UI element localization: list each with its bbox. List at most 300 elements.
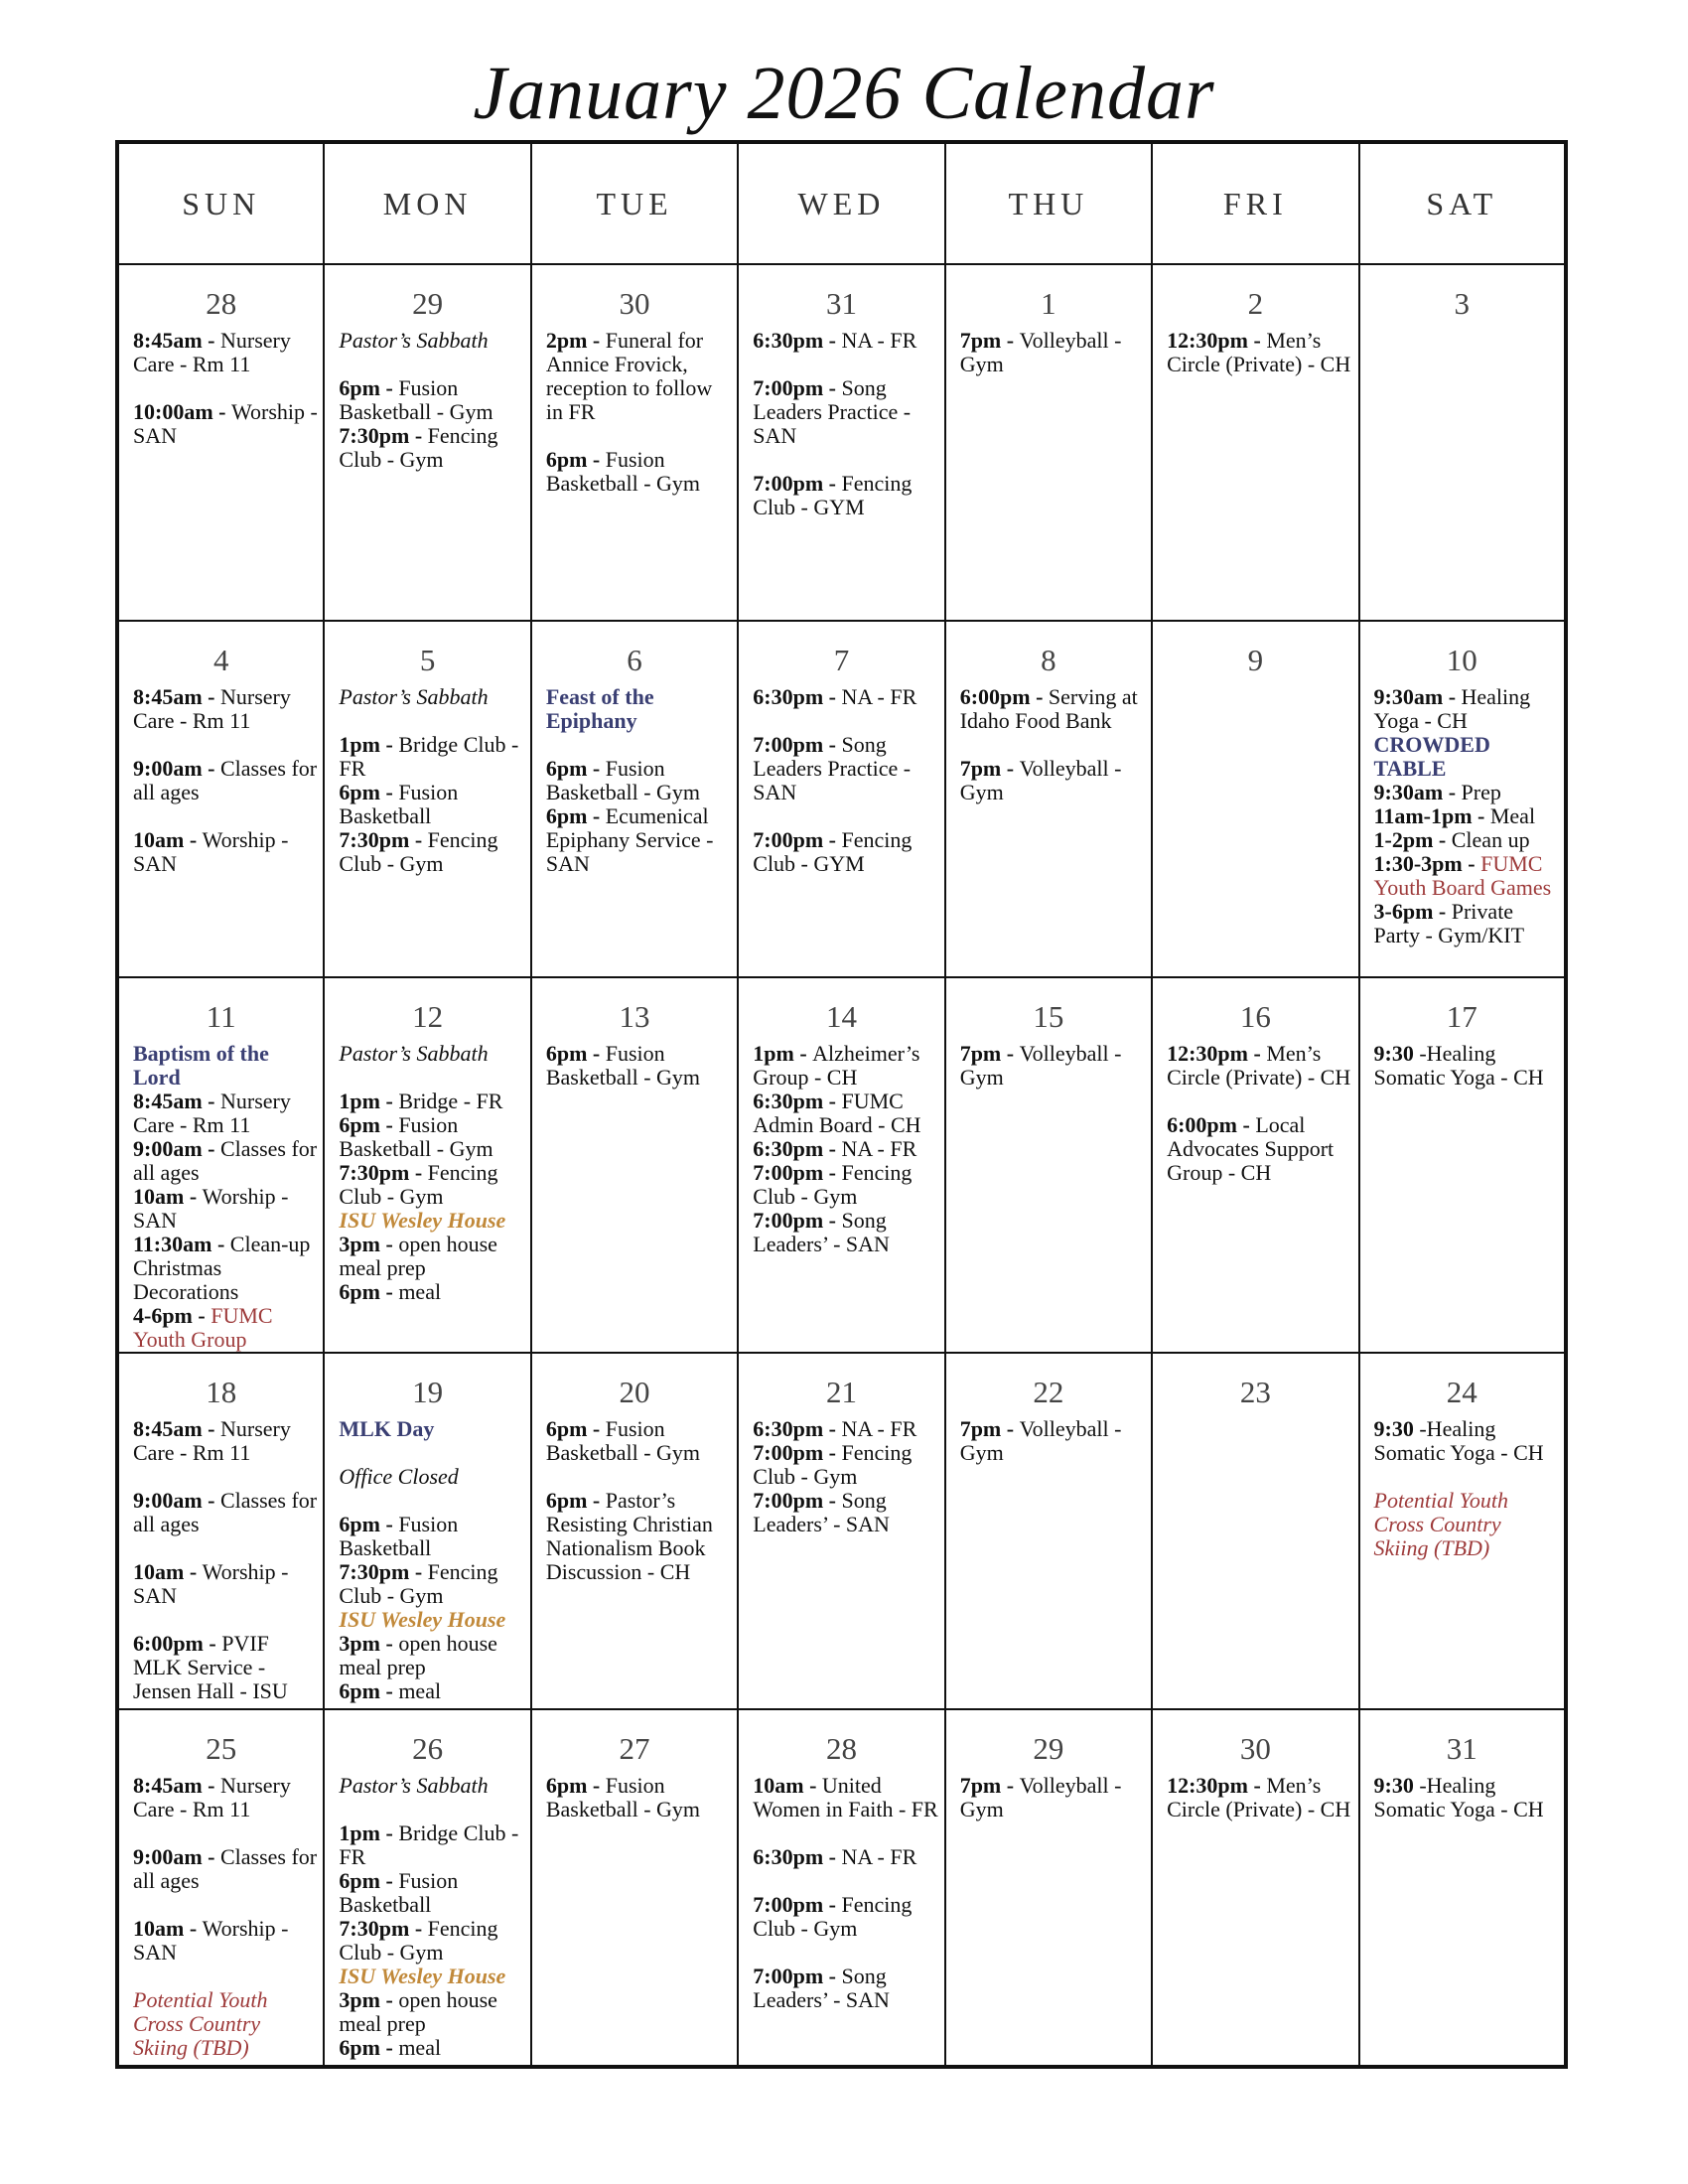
event-list (325, 1774, 529, 2060)
event-time: 7pm (959, 1773, 1002, 1798)
day-cell (738, 1353, 944, 1709)
day-number: 7 (833, 643, 850, 677)
event-time: 6:00pm (1167, 1112, 1237, 1137)
day-number: 14 (825, 999, 857, 1034)
event-text: Fusion Basketball - Gym (545, 1416, 701, 1465)
event-list (532, 1042, 737, 1090)
weekday-header: FRI (1152, 142, 1358, 264)
event-time: 8:45am (133, 328, 203, 353)
event-text: Alzheimer’s Group - CH (753, 1041, 920, 1090)
event-spacer (1374, 1465, 1560, 1489)
calendar-event: 3pm - open house meal prep (339, 1987, 497, 2036)
calendar-event: 6pm - meal (339, 1678, 442, 1703)
event-time: 6pm (339, 1678, 380, 1703)
event-text: Worship - SAN (133, 1184, 289, 1233)
day-number: 28 (206, 286, 237, 321)
day-cell (531, 264, 738, 621)
calendar-event: 9:30am - Prep (1373, 780, 1501, 804)
calendar-event: 1pm - Bridge - FR (339, 1089, 503, 1113)
day-cell (117, 977, 324, 1353)
event-list (1360, 1042, 1564, 1090)
event-text: Pastor’s Sabbath (339, 1773, 489, 1798)
event-time: 7:00pm (753, 1488, 824, 1513)
event-list (946, 1774, 1151, 1821)
calendar-event: 6pm - meal (339, 2035, 442, 2060)
calendar-event: 7:00pm - Fencing Club - GYM (753, 471, 913, 519)
calendar-event: 6:00pm - Local Advocates Support Group - CH (1167, 1112, 1335, 1185)
event-text: Volleyball - Gym (959, 756, 1122, 804)
event-spacer (133, 1608, 319, 1632)
event-text: -Healing Somatic Yoga - CH (1373, 1416, 1544, 1465)
event-time: 6pm (339, 1112, 380, 1137)
event-list (325, 329, 529, 472)
calendar-event (339, 1042, 525, 1066)
event-spacer (133, 1965, 319, 1988)
event-text: Funeral for Annice Frovick, reception to follow in FR (545, 328, 713, 424)
calendar-event: 7pm - Volleyball - Gym (959, 1773, 1122, 1821)
event-text: ISU Wesley House (339, 1964, 506, 1988)
day-number: 9 (1247, 643, 1264, 677)
event-time: 9:00am (133, 756, 203, 781)
event-text: open house meal prep (339, 1232, 497, 1280)
day-number: 2 (1247, 286, 1264, 321)
event-text: Volleyball - Gym (959, 1416, 1122, 1465)
event-text: United Women in Faith - FR (753, 1773, 938, 1821)
event-text: Pastor’s Sabbath (339, 328, 489, 353)
event-time: 6:30pm (753, 328, 824, 353)
event-spacer (133, 1536, 319, 1560)
event-text: Nursery Care - Rm 11 (133, 1773, 291, 1821)
calendar-event: 1pm - Bridge Club - FR (339, 732, 519, 781)
calendar-event: 1-2pm - Clean up (1373, 827, 1530, 852)
event-text: NA - FR (841, 1136, 917, 1161)
event-time: 7:30pm (339, 827, 410, 852)
event-text: NA - FR (841, 1416, 917, 1441)
calendar-event (1374, 1417, 1560, 1465)
event-time: 12:30pm (1167, 328, 1248, 353)
calendar-event: 8:45am - Nursery Care - Rm 11 (133, 1773, 291, 1821)
event-time: 7:00pm (753, 1208, 824, 1233)
event-text: Nursery Care - Rm 11 (133, 1416, 291, 1465)
event-time: 6:30pm (753, 684, 824, 709)
event-spacer (753, 1869, 939, 1893)
event-time: 6pm (545, 447, 588, 472)
event-time: 6:30pm (753, 1844, 824, 1869)
calendar-event (339, 1965, 525, 1988)
calendar-event: 6:00pm - PVIF MLK Service - Jensen Hall - ISU (133, 1631, 288, 1703)
event-text: Song Leaders’ - SAN (753, 1488, 890, 1536)
calendar-event: 9:30am - Healing Yoga - CH (1373, 684, 1531, 733)
event-time: 10am (133, 827, 185, 852)
event-text: PVIF MLK Service - Jensen Hall - ISU (133, 1631, 288, 1703)
event-text: Men’s Circle (Private) - CH (1167, 1041, 1351, 1090)
calendar-event: 6:30pm - NA - FR (753, 1416, 917, 1441)
day-cell (1359, 1709, 1566, 2067)
calendar-event: 6pm - Fusion Basketball - Gym (339, 1112, 493, 1161)
event-time: 7:00pm (753, 1892, 824, 1917)
day-number: 16 (1239, 999, 1271, 1034)
event-list (325, 1042, 529, 1304)
day-number: 23 (1239, 1375, 1271, 1409)
weekday-header: TUE (531, 142, 738, 264)
calendar-event: 12:30pm - Men’s Circle (Private) - CH (1167, 1041, 1351, 1090)
event-list (532, 329, 737, 496)
calendar-event (133, 1988, 319, 2060)
calendar-event: 7:30pm - Fencing Club - Gym (339, 1559, 498, 1608)
event-list (739, 329, 943, 519)
calendar-week-row (117, 1709, 1566, 2067)
calendar-event: 7pm - Volleyball - Gym (959, 1041, 1122, 1090)
event-text: -Healing Somatic Yoga - CH (1373, 1041, 1544, 1090)
day-number: 3 (1454, 286, 1471, 321)
day-cell (1152, 977, 1358, 1353)
calendar-event: 12:30pm - Men’s Circle (Private) - CH (1167, 1773, 1351, 1821)
event-text: Private Party - Gym/KIT (1373, 899, 1525, 947)
event-text: Fusion Basketball - Gym (339, 375, 493, 424)
calendar-event: 10am - Worship - SAN (133, 1559, 289, 1608)
weekday-header: WED (738, 142, 944, 264)
day-cell (531, 621, 738, 977)
day-cell (117, 1709, 324, 2067)
calendar-event: 6pm - Fusion Basketball (339, 780, 459, 828)
event-spacer (133, 1465, 319, 1489)
event-text: Fencing Club - GYM (753, 827, 913, 876)
calendar-event (1374, 1042, 1560, 1090)
calendar-event: 6:30pm - NA - FR (753, 684, 917, 709)
event-time: 1pm (753, 1041, 794, 1066)
calendar-event: 8:45am - Nursery Care - Rm 11 (133, 328, 291, 376)
event-time: 1:30-3pm (1373, 851, 1463, 876)
event-list (532, 685, 737, 876)
event-list (119, 1417, 323, 1703)
calendar-week-row (117, 621, 1566, 977)
event-spacer (339, 353, 525, 376)
event-text: open house meal prep (339, 1631, 497, 1679)
event-time: 3-6pm (1373, 899, 1434, 924)
event-text: Clean-up Christmas Decorations (133, 1232, 311, 1304)
event-time: 7:30pm (339, 1916, 410, 1941)
day-cell (324, 621, 530, 977)
calendar-event: 7:00pm - Song Leaders Practice - SAN (753, 375, 912, 448)
event-spacer (546, 733, 733, 757)
calendar-event: 3pm - open house meal prep (339, 1631, 497, 1679)
calendar-event (339, 685, 525, 709)
event-list (739, 685, 943, 876)
event-time: 7:00pm (753, 827, 824, 852)
calendar-event: 7:30pm - Fencing Club - Gym (339, 827, 498, 876)
calendar-event: 7:00pm - Fencing Club - Gym (753, 1892, 913, 1941)
event-text: meal (398, 1279, 442, 1304)
day-number: 30 (1239, 1731, 1271, 1766)
event-time: 7pm (959, 756, 1002, 781)
day-number: 15 (1033, 999, 1064, 1034)
event-text: Classes for all ages (133, 1488, 318, 1536)
event-time: 6pm (545, 756, 588, 781)
event-text: Nursery Care - Rm 11 (133, 328, 291, 376)
event-text: Bridge Club - FR (339, 732, 519, 781)
event-time: 4-6pm (133, 1303, 193, 1328)
event-time: 7:30pm (339, 423, 410, 448)
event-time: 6pm (545, 1416, 588, 1441)
event-list (946, 1042, 1151, 1090)
event-time: 6pm (339, 1279, 380, 1304)
day-cell (531, 1353, 738, 1709)
event-time: 1pm (339, 732, 380, 757)
calendar-event: 10am - Worship - SAN (133, 1916, 289, 1965)
calendar-week-row (117, 264, 1566, 621)
event-time: 7pm (959, 1041, 1002, 1066)
calendar-event (1374, 733, 1560, 781)
calendar-event: 9:00am - Classes for all ages (133, 756, 318, 804)
event-text: MLK Day (339, 1416, 435, 1441)
event-text: Serving at Idaho Food Bank (959, 684, 1138, 733)
event-text: Song Leaders’ - SAN (753, 1208, 890, 1256)
event-time: 6pm (545, 1488, 588, 1513)
event-text: Classes for all ages (133, 1844, 318, 1893)
calendar-event: 10:00am - Worship - SAN (133, 399, 318, 448)
event-text: Fencing Club - GYM (753, 471, 913, 519)
day-cell (324, 264, 530, 621)
event-list (119, 1774, 323, 2060)
event-time: 9:30am (1373, 684, 1444, 709)
event-time: 6pm (545, 1773, 588, 1798)
event-text: Worship - SAN (133, 399, 318, 448)
event-time: 6:30pm (753, 1416, 824, 1441)
event-text: Fusion Basketball - Gym (339, 1112, 493, 1161)
event-time: 6pm (339, 2035, 380, 2060)
event-time: 10am (133, 1916, 185, 1941)
calendar-title: January 2026 Calendar (473, 52, 1215, 135)
calendar-event: 6pm - Fusion Basketball - Gym (545, 447, 701, 496)
day-number: 11 (206, 999, 236, 1034)
calendar-event: 4-6pm - FUMC Youth Group (133, 1303, 273, 1352)
event-time: 9:30am (1373, 780, 1444, 804)
calendar-event: 7:00pm - Song Leaders’ - SAN (753, 1488, 890, 1536)
event-time: 6pm (339, 780, 380, 804)
event-text: Office Closed (339, 1464, 459, 1489)
event-text: Fusion Basketball - Gym (545, 447, 701, 496)
event-text: Prep (1461, 780, 1501, 804)
calendar-event: 6pm - Pastor’s Resisting Christian Nationalism Book Discussion - CH (545, 1488, 713, 1584)
day-cell (945, 621, 1152, 977)
event-list (1360, 1774, 1564, 1821)
event-spacer (133, 733, 319, 757)
day-number: 1 (1041, 286, 1056, 321)
day-cell (324, 977, 530, 1353)
event-list (532, 1417, 737, 1584)
day-cell (117, 264, 324, 621)
calendar-event: 9:00am - Classes for all ages (133, 1136, 318, 1185)
event-text: Fencing Club - Gym (753, 1440, 913, 1489)
calendar-event (339, 1209, 525, 1233)
calendar-event: 6pm - Fusion Basketball (339, 1512, 459, 1560)
event-text: Ecumenical Epiphany Service - SAN (545, 803, 714, 876)
event-text: open house meal prep (339, 1987, 497, 2036)
day-number: 27 (619, 1731, 650, 1766)
event-text: Fencing Club - Gym (339, 1160, 498, 1209)
day-number: 30 (619, 286, 650, 321)
event-text: Men’s Circle (Private) - CH (1167, 1773, 1351, 1821)
day-number: 22 (1033, 1375, 1064, 1409)
calendar-event: 7:30pm - Fencing Club - Gym (339, 1160, 498, 1209)
event-text: Bridge - FR (398, 1089, 503, 1113)
calendar-event: 7:30pm - Fencing Club - Gym (339, 423, 498, 472)
day-cell (945, 264, 1152, 621)
event-time: 8:45am (133, 684, 203, 709)
event-text: FUMC Youth Group (133, 1303, 273, 1352)
event-spacer (753, 448, 939, 472)
event-text: Pastor’s Resisting Christian Nationalism Book Discussion - CH (545, 1488, 713, 1584)
event-time: 12:30pm (1167, 1773, 1248, 1798)
calendar-body (117, 264, 1566, 2067)
event-time: 1pm (339, 1820, 380, 1845)
event-text: Pastor’s Sabbath (339, 684, 489, 709)
calendar-event: 6:00pm - Serving at Idaho Food Bank (959, 684, 1138, 733)
event-spacer (753, 353, 939, 376)
event-time: 6pm (545, 1041, 588, 1066)
day-cell (1152, 1353, 1358, 1709)
event-text: Worship - SAN (133, 827, 289, 876)
event-list (1153, 1774, 1357, 1821)
event-text: Volleyball - Gym (959, 1041, 1122, 1090)
event-time: 9:30 (1373, 1041, 1414, 1066)
calendar-event: 7:00pm - Fencing Club - GYM (753, 827, 913, 876)
day-cell (1359, 1353, 1566, 1709)
day-cell (738, 1709, 944, 2067)
event-spacer (753, 804, 939, 828)
event-text: Clean up (1451, 827, 1530, 852)
event-text: Classes for all ages (133, 756, 318, 804)
event-time: 11am-1pm (1373, 803, 1473, 828)
day-cell (324, 1353, 530, 1709)
event-text: Pastor’s Sabbath (339, 1041, 489, 1066)
calendar-event: 6pm - Fusion Basketball - Gym (545, 756, 701, 804)
day-number: 13 (619, 999, 650, 1034)
day-cell (324, 1709, 530, 2067)
calendar-event: 6pm - Fusion Basketball - Gym (545, 1416, 701, 1465)
event-text: Fencing Club - Gym (339, 827, 498, 876)
event-list (119, 1042, 323, 1352)
event-text: Men’s Circle (Private) - CH (1167, 328, 1351, 376)
calendar-event: 6pm - meal (339, 1279, 442, 1304)
event-spacer (1167, 1090, 1353, 1113)
day-number: 6 (627, 643, 642, 677)
event-time: 6:30pm (753, 1136, 824, 1161)
event-time: 12:30pm (1167, 1041, 1248, 1066)
day-cell (945, 977, 1152, 1353)
calendar-event: 1pm - Bridge Club - FR (339, 1820, 519, 1869)
event-text: Fencing Club - Gym (339, 1559, 498, 1608)
calendar-event: 2pm - Funeral for Annice Frovick, reception to follow in FR (545, 328, 713, 424)
event-time: 11:30am (133, 1232, 212, 1256)
calendar-event: 9:00am - Classes for all ages (133, 1488, 318, 1536)
event-text: NA - FR (841, 1844, 917, 1869)
event-list (119, 685, 323, 876)
day-number: 10 (1446, 643, 1477, 677)
day-cell (738, 977, 944, 1353)
weekday-header-row (117, 142, 1566, 264)
event-time: 7:00pm (753, 1160, 824, 1185)
event-text: Nursery Care - Rm 11 (133, 1089, 291, 1137)
weekday-header: SUN (117, 142, 324, 264)
event-spacer (339, 1489, 525, 1513)
event-spacer (960, 733, 1147, 757)
event-list (325, 685, 529, 876)
event-spacer (339, 1798, 525, 1821)
event-list (1153, 1042, 1357, 1185)
event-text: Fusion Basketball - Gym (545, 756, 701, 804)
event-time: 7:00pm (753, 1964, 824, 1988)
calendar-event: 11am-1pm - Meal (1373, 803, 1536, 828)
event-text: Song Leaders Practice - SAN (753, 732, 912, 804)
calendar-event: 8:45am - Nursery Care - Rm 11 (133, 1089, 291, 1137)
event-time: 7pm (959, 1416, 1002, 1441)
calendar-grid (115, 140, 1568, 2069)
event-text: Nursery Care - Rm 11 (133, 684, 291, 733)
event-time: 3pm (339, 1987, 380, 2012)
event-spacer (546, 1465, 733, 1489)
event-list (739, 1774, 943, 2012)
calendar-event: 6pm - Fusion Basketball - Gym (545, 1773, 701, 1821)
event-text: NA - FR (841, 684, 917, 709)
event-text: Fencing Club - Gym (339, 423, 498, 472)
day-cell (1359, 264, 1566, 621)
event-text: Worship - SAN (133, 1916, 289, 1965)
event-time: 7pm (959, 328, 1002, 353)
event-text: Volleyball - Gym (959, 1773, 1122, 1821)
event-time: 10am (753, 1773, 804, 1798)
event-time: 2pm (545, 328, 588, 353)
event-time: 9:30 (1373, 1773, 1414, 1798)
event-list (739, 1042, 943, 1256)
event-text: Fusion Basketball (339, 1868, 459, 1917)
day-number: 19 (412, 1375, 444, 1409)
event-time: 7:30pm (339, 1160, 410, 1185)
event-spacer (753, 709, 939, 733)
event-text: CROWDED TABLE (1373, 732, 1490, 781)
event-text: Fencing Club - Gym (339, 1916, 498, 1965)
calendar-event: 10am - Worship - SAN (133, 827, 289, 876)
event-text: ISU Wesley House (339, 1607, 506, 1632)
calendar-event: 11:30am - Clean-up Christmas Decorations (133, 1232, 311, 1304)
event-list (946, 1417, 1151, 1465)
day-number: 21 (825, 1375, 857, 1409)
event-text: Song Leaders’ - SAN (753, 1964, 890, 2012)
day-number: 29 (412, 286, 444, 321)
event-text: Fusion Basketball (339, 780, 459, 828)
calendar-event (1374, 1774, 1560, 1821)
calendar-event (339, 1608, 525, 1632)
event-time: 7:30pm (339, 1559, 410, 1584)
calendar-event: 7:30pm - Fencing Club - Gym (339, 1916, 498, 1965)
calendar-event: 7:00pm - Song Leaders’ - SAN (753, 1964, 890, 2012)
event-time: 6pm (339, 1512, 380, 1536)
event-time: 3pm (339, 1631, 380, 1656)
event-spacer (133, 804, 319, 828)
calendar-event: 6pm - Fusion Basketball (339, 1868, 459, 1917)
day-cell (1359, 977, 1566, 1353)
calendar-event: 1pm - Alzheimer’s Group - CH (753, 1041, 920, 1090)
event-time: 7:00pm (753, 471, 824, 496)
event-text: FUMC Youth Board Games (1373, 851, 1552, 900)
event-time: 10:00am (133, 399, 213, 424)
day-number: 24 (1446, 1375, 1477, 1409)
event-text: Worship - SAN (133, 1559, 289, 1608)
event-time: 9:00am (133, 1844, 203, 1869)
event-text: Bridge Club - FR (339, 1820, 519, 1869)
day-cell (1152, 264, 1358, 621)
calendar-event: 9:00am - Classes for all ages (133, 1844, 318, 1893)
